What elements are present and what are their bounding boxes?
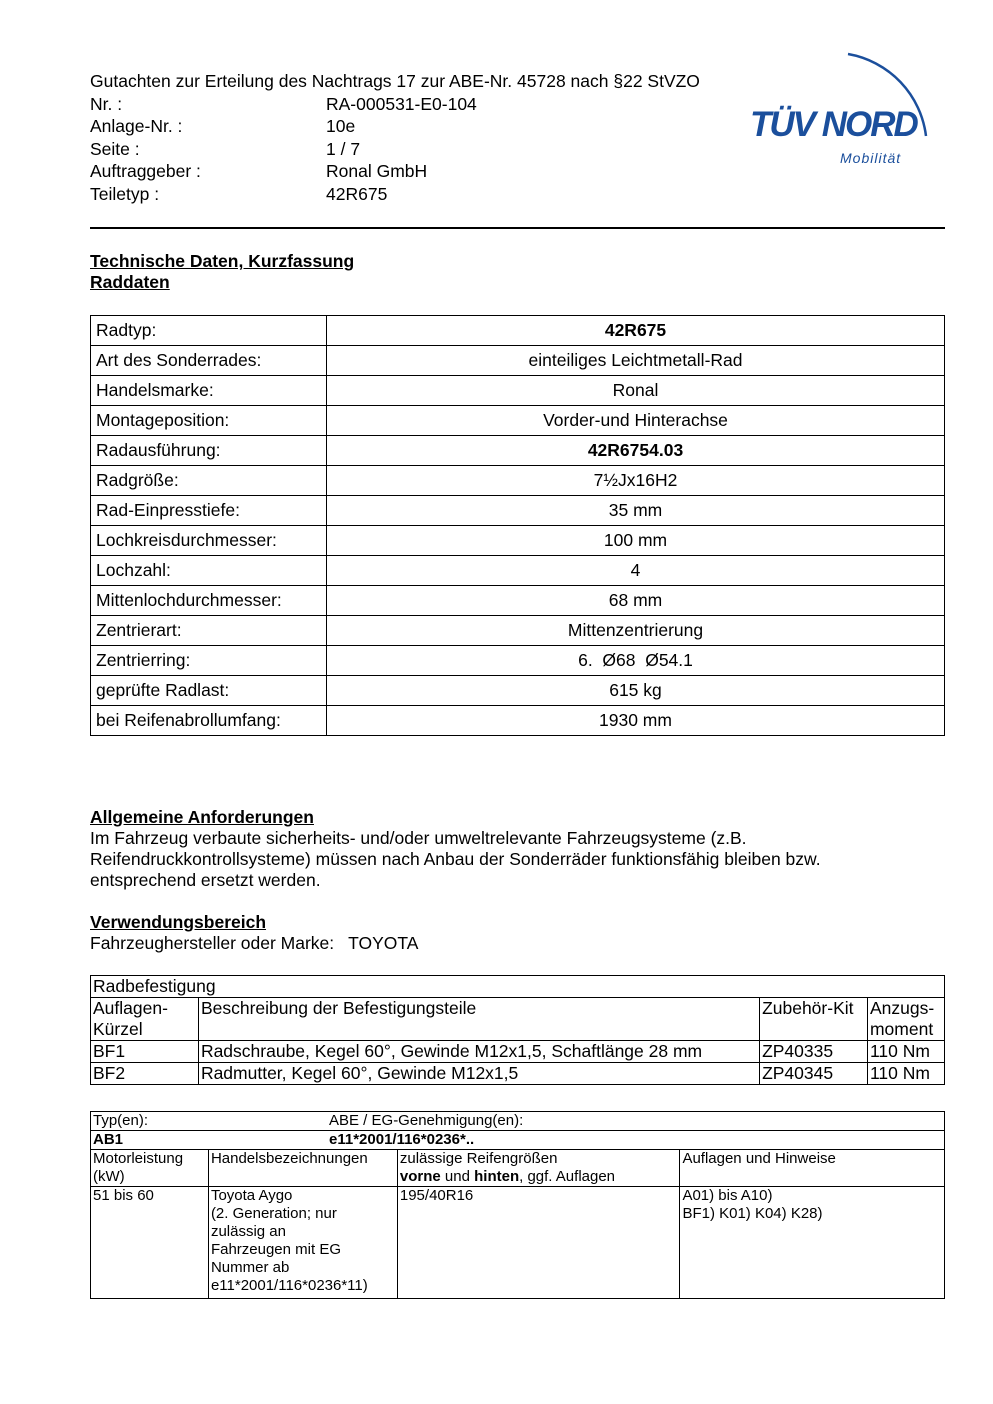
col-header-notes: Auflagen und Hinweise	[680, 1150, 945, 1187]
cell-notes	[680, 1187, 945, 1299]
tech-heading: Technische Daten, Kurzfassung	[90, 251, 355, 271]
row-value: 7½Jx16H2	[327, 466, 945, 496]
general-requirements	[90, 807, 821, 891]
header-line	[400, 1168, 678, 1186]
row-value: 4	[327, 556, 945, 586]
row-label: Lochzahl:	[91, 556, 327, 586]
table-row	[91, 586, 945, 616]
header-line: Motorleistung	[93, 1150, 184, 1167]
approval-value: e11*2001/116*0236*..	[329, 1131, 475, 1148]
cell-desc: Radschraube, Kegel 60°, Gewinde M12x1,5, Schaftlänge 28 mm	[198, 1041, 759, 1063]
table-row	[91, 646, 945, 676]
header-line: Auflagen-	[93, 998, 168, 1018]
header-text: und	[440, 1168, 475, 1185]
name-line: (2. Generation; nur	[210, 1205, 337, 1222]
tech-heading-block	[90, 251, 354, 293]
row-value: 615 kg	[327, 676, 945, 706]
table-row	[91, 316, 945, 346]
maker-value: TOYOTA	[348, 933, 419, 953]
header-emphasis: vorne	[399, 1168, 441, 1185]
header-field-value: 10e	[326, 116, 356, 136]
header-line: Anzugs-	[869, 998, 935, 1018]
cell-desc: Radmutter, Kegel 60°, Gewinde M12x1,5	[198, 1063, 759, 1085]
general-text-line: Im Fahrzeug verbaute sicherheits- und/oder umweltrelevante Fahrzeugsysteme (z.B.	[90, 828, 747, 848]
type-value-cell	[91, 1131, 945, 1150]
general-heading: Allgemeine Anforderungen	[90, 807, 314, 827]
name-line: zulässig an	[210, 1223, 286, 1240]
logo-brand: TÜV NORD	[750, 105, 917, 144]
col-header-code	[91, 998, 199, 1041]
header-emphasis: hinten	[474, 1168, 520, 1185]
row-value: 35 mm	[327, 496, 945, 526]
general-text-line: entsprechend ersetzt werden.	[90, 870, 321, 890]
table-row	[91, 1041, 945, 1063]
table-row	[91, 526, 945, 556]
row-value: 1930 mm	[327, 706, 945, 736]
row-value: 42R675	[327, 316, 945, 346]
col-header-power	[91, 1150, 209, 1187]
usage-heading: Verwendungsbereich	[90, 912, 267, 932]
cell-torque: 110 Nm	[867, 1041, 944, 1063]
note-line: BF1) K01) K04) K28)	[682, 1205, 823, 1222]
wheel-data-table	[90, 315, 945, 736]
row-label: Art des Sonderrades:	[91, 346, 327, 376]
header-field	[90, 115, 700, 138]
header-line: (kW)	[93, 1168, 125, 1185]
row-value: 6. Ø68 Ø54.1	[327, 646, 945, 676]
table-row	[91, 706, 945, 736]
cell-power: 51 bis 60	[91, 1187, 209, 1299]
document-title: Gutachten zur Erteilung des Nachtrags 17 zur ABE-Nr. 45728 nach §22 StVZO	[90, 71, 700, 91]
type-header-row	[91, 1112, 945, 1131]
maker-label: Fahrzeughersteller oder Marke:	[90, 933, 335, 953]
table-row	[91, 556, 945, 586]
table-row	[91, 616, 945, 646]
name-line: Toyota Aygo	[210, 1187, 293, 1204]
cell-names	[208, 1187, 397, 1299]
header-field	[90, 183, 700, 206]
row-value: 42R6754.03	[327, 436, 945, 466]
table-row	[91, 1063, 945, 1085]
type-value: AB1	[93, 1131, 124, 1148]
header-line: moment	[869, 1019, 934, 1039]
fastening-table	[90, 975, 945, 1085]
col-header-desc: Beschreibung der Befestigungsteile	[198, 998, 759, 1041]
table-row	[91, 346, 945, 376]
maker-line	[90, 933, 418, 954]
row-value: Vorder-und Hinterachse	[327, 406, 945, 436]
row-value: Ronal	[327, 376, 945, 406]
col-header-torque	[867, 998, 944, 1041]
header-field-label: Nr. :	[90, 93, 123, 114]
usage-scope	[90, 912, 418, 954]
name-line: Fahrzeugen mit EG	[210, 1241, 341, 1258]
cell-code: BF1	[91, 1041, 199, 1063]
cell-tires: 195/40R16	[397, 1187, 680, 1299]
row-value: 100 mm	[327, 526, 945, 556]
type-header-cell	[91, 1112, 945, 1131]
type-label: Typ(en):	[93, 1112, 149, 1129]
table-row	[91, 436, 945, 466]
header-field-label: Teiletyp :	[90, 183, 160, 204]
header-field	[90, 138, 700, 161]
row-label: Zentrierring:	[91, 646, 327, 676]
cell-code: BF2	[91, 1063, 199, 1085]
header-field	[90, 93, 700, 116]
name-line: Nummer ab	[210, 1259, 290, 1276]
row-label: Handelsmarke:	[91, 376, 327, 406]
note-line: A01) bis A10)	[682, 1187, 773, 1204]
header-field-label: Seite :	[90, 138, 140, 159]
row-label: Mittenlochdurchmesser:	[91, 586, 327, 616]
cell-kit: ZP40335	[760, 1041, 868, 1063]
row-label: Lochkreisdurchmesser:	[91, 526, 327, 556]
table-row	[91, 496, 945, 526]
header-field-value: 1 / 7	[326, 138, 361, 159]
approval-label: ABE / EG-Genehmigung(en):	[329, 1112, 524, 1129]
type-value-row	[91, 1131, 945, 1150]
table-row	[91, 676, 945, 706]
cell-torque: 110 Nm	[867, 1063, 944, 1085]
col-header-names: Handelsbezeichnungen	[208, 1150, 397, 1187]
header-divider	[90, 227, 945, 229]
table-header-row	[91, 998, 945, 1041]
vehicle-table	[90, 1111, 945, 1299]
general-text-line: Reifendruckkontrollsysteme) müssen nach Anbau der Sonderräder funktionsfähig bleiben bzw.	[90, 849, 821, 869]
document-header	[90, 70, 700, 205]
row-label: Radausführung:	[91, 436, 327, 466]
row-label: geprüfte Radlast:	[91, 676, 327, 706]
table-row	[91, 466, 945, 496]
logo-sub: Mobilität	[840, 150, 902, 166]
row-label: Rad-Einpresstiefe:	[91, 496, 327, 526]
table-row	[91, 376, 945, 406]
header-line: zulässige Reifengrößen	[399, 1150, 558, 1167]
row-value: 68 mm	[327, 586, 945, 616]
table-row	[91, 1187, 945, 1299]
row-label: Montageposition:	[91, 406, 327, 436]
header-field-value: 42R675	[326, 183, 388, 204]
col-header-tires	[397, 1150, 680, 1187]
table-row	[91, 406, 945, 436]
row-label: Zentrierart:	[91, 616, 327, 646]
header-field-label: Anlage-Nr. :	[90, 116, 183, 136]
name-line: e11*2001/116*0236*11)	[210, 1277, 368, 1294]
tuv-nord-logo	[748, 46, 948, 176]
header-line: Kürzel	[93, 1019, 143, 1039]
row-label: Radtyp:	[91, 316, 327, 346]
tech-subheading: Raddaten	[90, 272, 170, 292]
row-value: einteiliges Leichtmetall-Rad	[327, 346, 945, 376]
header-text: , ggf. Auflagen	[519, 1168, 616, 1185]
header-field-value: RA-000531-E0-104	[326, 93, 477, 114]
row-label: bei Reifenabrollumfang:	[91, 706, 327, 736]
row-label: Radgröße:	[91, 466, 327, 496]
table-title-row	[91, 976, 945, 998]
row-value: Mittenzentrierung	[327, 616, 945, 646]
col-header-kit: Zubehör-Kit	[760, 998, 868, 1041]
header-field-label: Auftraggeber :	[90, 161, 201, 181]
cell-kit: ZP40345	[760, 1063, 868, 1085]
fastening-title: Radbefestigung	[91, 976, 945, 998]
header-field-value: Ronal GmbH	[326, 161, 428, 181]
table-header-row	[91, 1150, 945, 1187]
header-field	[90, 160, 700, 183]
